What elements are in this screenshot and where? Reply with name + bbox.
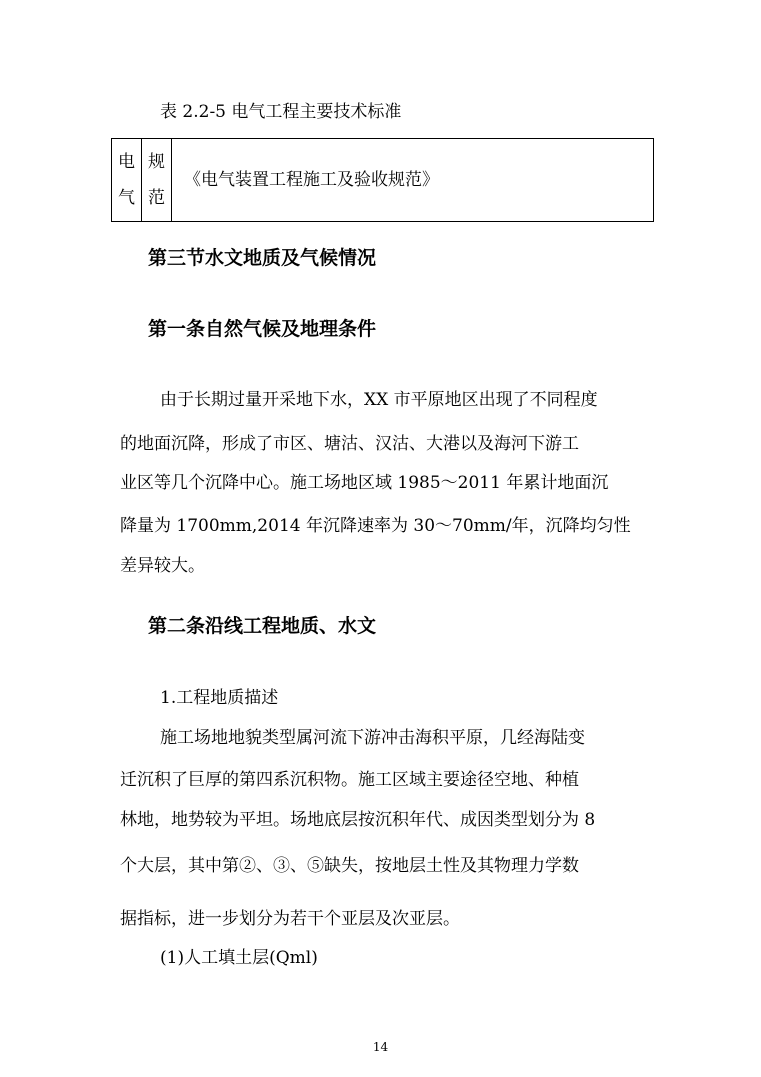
paragraph-line: 降量为 1700mm,2014 年沉降速率为 30～70mm/年，沉降均匀性	[120, 516, 631, 536]
standards-table	[111, 138, 654, 222]
table-cell-type	[142, 139, 172, 222]
table-cell-char: 范	[148, 188, 165, 208]
paragraph-line: 的地面沉降，形成了市区、塘沽、汉沽、大港以及海河下游工	[120, 434, 579, 454]
paragraph-line: 个大层，其中第②、③、⑤缺失，按地层土性及其物理力学数	[120, 856, 579, 876]
table-cell-char: 规	[148, 152, 165, 172]
paragraph-line: 施工场地地貌类型属河流下游冲击海积平原，几经海陆变	[160, 728, 585, 748]
paragraph-line: 业区等几个沉降中心。施工场地区域 1985～2011 年累计地面沉	[120, 473, 609, 493]
page-number: 14	[372, 1040, 389, 1054]
subheading: (1)人工填土层(Qml)	[160, 948, 318, 968]
section-heading: 第三节水文地质及气候情况	[148, 247, 377, 269]
article-heading: 第一条自然气候及地理条件	[148, 318, 377, 340]
paragraph-line: 由于长期过量开采地下水，XX 市平原地区出现了不同程度	[160, 390, 598, 410]
table-cell-standard: 《电气装置工程施工及验收规范》	[172, 139, 654, 222]
article-heading: 第二条沿线工程地质、水文	[148, 615, 377, 637]
table-cell-category	[112, 139, 142, 222]
paragraph-line: 迁沉积了巨厚的第四系沉积物。施工区域主要途径空地、种植	[120, 770, 579, 790]
paragraph-line: 林地，地势较为平坦。场地底层按沉积年代、成因类型划分为 8	[120, 810, 596, 830]
paragraph-line: 据指标，进一步划分为若干个亚层及次亚层。	[120, 909, 460, 929]
table-cell-char: 气	[118, 188, 135, 208]
table-caption: 表 2.2-5 电气工程主要技术标准	[160, 102, 402, 122]
subheading: 1.工程地质描述	[160, 688, 279, 708]
table-cell-char: 电	[118, 152, 135, 172]
paragraph-line: 差异较大。	[120, 556, 205, 576]
